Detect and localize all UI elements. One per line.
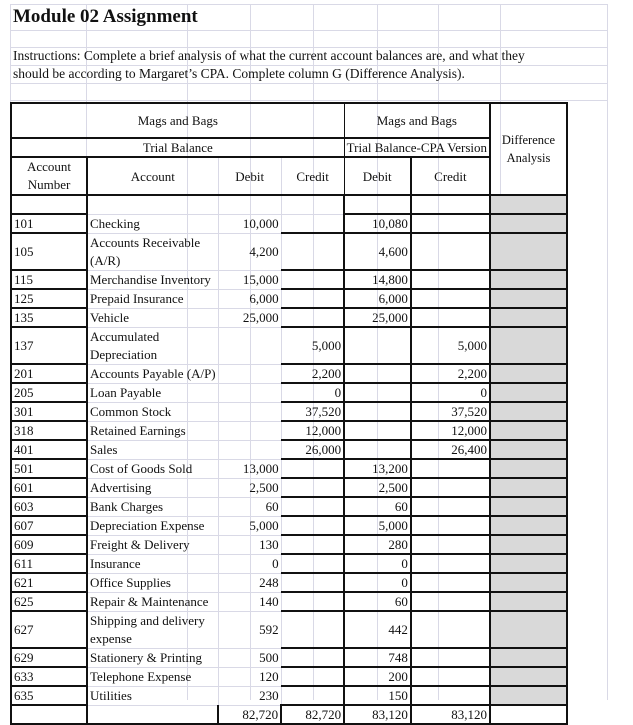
difference-cell[interactable]: [490, 289, 567, 308]
table-row: [11, 327, 567, 364]
debit-cell[interactable]: 140: [218, 592, 281, 611]
instructions-line-1: Instructions: Complete a brief analysis of what the current account balances are, and what they: [13, 48, 525, 63]
difference-cell[interactable]: [490, 214, 567, 233]
table-row: [11, 233, 567, 270]
account-number[interactable]: 621: [11, 573, 87, 592]
table-row: [11, 308, 567, 327]
account-number[interactable]: 501: [11, 459, 87, 478]
debit-cell[interactable]: 13,000: [218, 459, 281, 478]
credit-cell[interactable]: [281, 648, 344, 667]
debit-cell[interactable]: [218, 402, 281, 421]
credit-cell[interactable]: [281, 667, 344, 686]
account-name[interactable]: Insurance: [87, 554, 218, 573]
debit-cell[interactable]: 592: [218, 611, 281, 648]
account-number[interactable]: 101: [11, 214, 87, 233]
credit-cell[interactable]: 26,000: [281, 440, 344, 459]
table-row: [11, 289, 567, 308]
cpa-debit-cell[interactable]: 14,800: [344, 270, 411, 289]
debit-cell[interactable]: [218, 364, 281, 383]
difference-cell[interactable]: [490, 554, 567, 573]
cpa-credit-cell[interactable]: [411, 289, 490, 308]
account-name[interactable]: Depreciation Expense: [87, 516, 218, 535]
cpa-credit-cell[interactable]: 2,200: [411, 364, 490, 383]
cpa-debit-cell[interactable]: 4,600: [344, 233, 411, 270]
credit-cell[interactable]: [281, 214, 344, 233]
cpa-credit-cell[interactable]: [411, 592, 490, 611]
table-row: [11, 459, 567, 478]
account-number[interactable]: 635: [11, 686, 87, 705]
credit-cell[interactable]: [281, 478, 344, 497]
debit-cell[interactable]: 15,000: [218, 270, 281, 289]
credit-cell[interactable]: [281, 611, 344, 648]
debit-cell[interactable]: 10,000: [218, 214, 281, 233]
total-difference[interactable]: [490, 705, 567, 724]
debit-cell[interactable]: [218, 327, 281, 364]
debit-cell[interactable]: 4,200: [218, 233, 281, 270]
debit-cell[interactable]: 25,000: [218, 308, 281, 327]
debit-cell[interactable]: 2,500: [218, 478, 281, 497]
cpa-credit-cell[interactable]: [411, 573, 490, 592]
account-number[interactable]: 301: [11, 402, 87, 421]
cpa-debit-cell[interactable]: 60: [344, 592, 411, 611]
account-name[interactable]: Telephone Expense: [87, 667, 218, 686]
cpa-credit-cell[interactable]: [411, 516, 490, 535]
trial-balance-subtitle: Trial Balance: [11, 138, 344, 157]
account-number[interactable]: 611: [11, 554, 87, 573]
credit-cell[interactable]: [281, 535, 344, 554]
table-row: [11, 421, 567, 440]
debit-cell[interactable]: 230: [218, 686, 281, 705]
account-number[interactable]: 125: [11, 289, 87, 308]
cpa-debit-cell[interactable]: [344, 421, 411, 440]
col-header-account: Account: [87, 157, 218, 195]
table-row: [11, 554, 567, 573]
total-cpa-credit: 83,120: [411, 705, 490, 724]
credit-cell[interactable]: 2,200: [281, 364, 344, 383]
table-row: [11, 364, 567, 383]
difference-cell[interactable]: [490, 497, 567, 516]
difference-cell[interactable]: [490, 308, 567, 327]
cpa-credit-cell[interactable]: [411, 233, 490, 270]
cpa-credit-cell[interactable]: [411, 611, 490, 648]
account-number[interactable]: 607: [11, 516, 87, 535]
account-name[interactable]: Accumulated Depreciation: [87, 327, 218, 364]
account-number[interactable]: 629: [11, 648, 87, 667]
difference-cell[interactable]: [490, 233, 567, 270]
difference-cell[interactable]: [490, 364, 567, 383]
cpa-debit-cell[interactable]: [344, 327, 411, 364]
account-number[interactable]: 627: [11, 611, 87, 648]
cpa-credit-cell[interactable]: [411, 648, 490, 667]
table-row: [11, 402, 567, 421]
table-row: [11, 214, 567, 233]
difference-cell[interactable]: [490, 440, 567, 459]
difference-analysis-header: Difference Analysis: [490, 103, 567, 195]
account-name[interactable]: Accounts Payable (A/P): [87, 364, 218, 383]
table-row: [11, 648, 567, 667]
table-row: [11, 478, 567, 497]
credit-cell[interactable]: 12,000: [281, 421, 344, 440]
debit-cell[interactable]: 6,000: [218, 289, 281, 308]
cpa-credit-cell[interactable]: [411, 497, 490, 516]
difference-cell[interactable]: [490, 421, 567, 440]
debit-cell[interactable]: 248: [218, 573, 281, 592]
account-name[interactable]: Retained Earnings: [87, 421, 218, 440]
account-name[interactable]: Loan Payable: [87, 383, 218, 402]
account-name[interactable]: Freight & Delivery: [87, 535, 218, 554]
debit-cell[interactable]: 500: [218, 648, 281, 667]
difference-cell[interactable]: [490, 327, 567, 364]
table-row: [11, 686, 567, 705]
cpa-debit-cell[interactable]: 10,080: [344, 214, 411, 233]
cpa-debit-cell[interactable]: 200: [344, 667, 411, 686]
trial-balance-cpa-subtitle: Trial Balance-CPA Version: [344, 138, 490, 157]
account-number[interactable]: 201: [11, 364, 87, 383]
spacer-cell: [411, 195, 490, 214]
total-credit: 82,720: [281, 705, 344, 724]
spacer-cell: [344, 195, 411, 214]
cpa-credit-cell[interactable]: 12,000: [411, 421, 490, 440]
company-name-original: Mags and Bags: [11, 103, 344, 138]
difference-cell[interactable]: [490, 648, 567, 667]
debit-cell[interactable]: 130: [218, 535, 281, 554]
cpa-debit-cell[interactable]: 6,000: [344, 289, 411, 308]
debit-cell[interactable]: 120: [218, 667, 281, 686]
totals-label-cell: [11, 705, 87, 724]
difference-cell[interactable]: [490, 573, 567, 592]
difference-cell[interactable]: [490, 195, 567, 214]
table-row: [11, 516, 567, 535]
spacer-cell: [281, 195, 344, 214]
table-row: [11, 497, 567, 516]
cpa-debit-cell[interactable]: [344, 383, 411, 402]
cpa-credit-cell[interactable]: [411, 308, 490, 327]
credit-cell[interactable]: 37,520: [281, 402, 344, 421]
cpa-debit-cell[interactable]: 25,000: [344, 308, 411, 327]
table-row: [11, 440, 567, 459]
cpa-debit-cell[interactable]: 0: [344, 554, 411, 573]
account-name[interactable]: Checking: [87, 214, 218, 233]
account-number[interactable]: 625: [11, 592, 87, 611]
account-name[interactable]: Utilities: [87, 686, 218, 705]
table-row: [11, 667, 567, 686]
debit-cell[interactable]: [218, 440, 281, 459]
credit-cell[interactable]: [281, 289, 344, 308]
col-header-debit: Debit: [218, 157, 281, 195]
cpa-debit-cell[interactable]: 150: [344, 686, 411, 705]
cpa-debit-cell[interactable]: 13,200: [344, 459, 411, 478]
credit-cell[interactable]: [281, 516, 344, 535]
cpa-credit-cell[interactable]: [411, 554, 490, 573]
totals-row: [11, 705, 567, 724]
account-number[interactable]: 135: [11, 308, 87, 327]
account-number[interactable]: 318: [11, 421, 87, 440]
difference-cell[interactable]: [490, 516, 567, 535]
account-name[interactable]: Accounts Receivable (A/R): [87, 233, 218, 270]
credit-cell[interactable]: [281, 686, 344, 705]
debit-cell[interactable]: 60: [218, 497, 281, 516]
account-name[interactable]: Repair & Maintenance: [87, 592, 218, 611]
account-name[interactable]: Prepaid Insurance: [87, 289, 218, 308]
account-name[interactable]: Common Stock: [87, 402, 218, 421]
difference-cell[interactable]: [490, 592, 567, 611]
col-header-cpa-credit: Credit: [411, 157, 490, 195]
cpa-credit-cell[interactable]: 26,400: [411, 440, 490, 459]
account-number[interactable]: 137: [11, 327, 87, 364]
total-cpa-debit: 83,120: [344, 705, 411, 724]
cpa-debit-cell[interactable]: [344, 402, 411, 421]
col-header-credit: Credit: [281, 157, 344, 195]
page-title: Module 02 Assignment: [13, 6, 198, 27]
difference-cell[interactable]: [490, 383, 567, 402]
cpa-credit-cell[interactable]: [411, 270, 490, 289]
cpa-credit-cell[interactable]: [411, 478, 490, 497]
account-number[interactable]: 603: [11, 497, 87, 516]
cpa-credit-cell[interactable]: [411, 535, 490, 554]
spacer-cell: [11, 195, 87, 214]
credit-cell[interactable]: 5,000: [281, 327, 344, 364]
debit-cell[interactable]: 0: [218, 554, 281, 573]
account-name[interactable]: Sales: [87, 440, 218, 459]
cpa-debit-cell[interactable]: 60: [344, 497, 411, 516]
col-header-account-number: Account Number: [11, 157, 87, 195]
account-name[interactable]: Merchandise Inventory: [87, 270, 218, 289]
credit-cell[interactable]: [281, 497, 344, 516]
account-number[interactable]: 105: [11, 233, 87, 270]
cpa-credit-cell[interactable]: 37,520: [411, 402, 490, 421]
trial-balance-table: [10, 102, 568, 725]
table-row: [11, 270, 567, 289]
account-name[interactable]: Stationery & Printing: [87, 648, 218, 667]
debit-cell[interactable]: [218, 383, 281, 402]
cpa-debit-cell[interactable]: 5,000: [344, 516, 411, 535]
credit-cell[interactable]: [281, 592, 344, 611]
table-row: [11, 535, 567, 554]
difference-cell[interactable]: [490, 667, 567, 686]
account-name[interactable]: Vehicle: [87, 308, 218, 327]
cpa-debit-cell[interactable]: 0: [344, 573, 411, 592]
cpa-credit-cell[interactable]: 5,000: [411, 327, 490, 364]
spacer-cell: [87, 195, 218, 214]
cpa-credit-cell[interactable]: [411, 686, 490, 705]
credit-cell[interactable]: 0: [281, 383, 344, 402]
table-row: [11, 573, 567, 592]
debit-cell[interactable]: 5,000: [218, 516, 281, 535]
cpa-debit-cell[interactable]: [344, 364, 411, 383]
cpa-credit-cell[interactable]: [411, 459, 490, 478]
difference-cell[interactable]: [490, 459, 567, 478]
account-number[interactable]: 205: [11, 383, 87, 402]
cpa-credit-cell[interactable]: [411, 214, 490, 233]
account-number[interactable]: 609: [11, 535, 87, 554]
credit-cell[interactable]: [281, 554, 344, 573]
account-name[interactable]: Bank Charges: [87, 497, 218, 516]
credit-cell[interactable]: [281, 459, 344, 478]
col-header-cpa-debit: Debit: [344, 157, 411, 195]
table-row: [11, 383, 567, 402]
table-row: [11, 592, 567, 611]
cpa-debit-cell[interactable]: 748: [344, 648, 411, 667]
credit-cell[interactable]: [281, 233, 344, 270]
difference-cell[interactable]: [490, 402, 567, 421]
spacer-cell: [218, 195, 281, 214]
account-number[interactable]: 601: [11, 478, 87, 497]
difference-cell[interactable]: [490, 686, 567, 705]
account-number[interactable]: 401: [11, 440, 87, 459]
total-debit: 82,720: [218, 705, 281, 724]
cpa-debit-cell[interactable]: 2,500: [344, 478, 411, 497]
credit-cell[interactable]: [281, 308, 344, 327]
totals-account-cell: [87, 705, 218, 724]
account-name[interactable]: Shipping and delivery expense: [87, 611, 218, 648]
difference-cell[interactable]: [490, 535, 567, 554]
cpa-debit-cell[interactable]: 280: [344, 535, 411, 554]
table-row: [11, 611, 567, 648]
cpa-credit-cell[interactable]: [411, 667, 490, 686]
difference-cell[interactable]: [490, 611, 567, 648]
account-name[interactable]: Cost of Goods Sold: [87, 459, 218, 478]
account-number[interactable]: 633: [11, 667, 87, 686]
difference-cell[interactable]: [490, 478, 567, 497]
cpa-debit-cell[interactable]: 442: [344, 611, 411, 648]
credit-cell[interactable]: [281, 270, 344, 289]
account-number[interactable]: 115: [11, 270, 87, 289]
instructions-line-2: should be according to Margaret’s CPA. Complete column G (Difference Analysis).: [13, 66, 465, 81]
debit-cell[interactable]: [218, 421, 281, 440]
account-name[interactable]: Advertising: [87, 478, 218, 497]
account-name[interactable]: Office Supplies: [87, 573, 218, 592]
cpa-credit-cell[interactable]: 0: [411, 383, 490, 402]
difference-cell[interactable]: [490, 270, 567, 289]
cpa-debit-cell[interactable]: [344, 440, 411, 459]
company-name-cpa: Mags and Bags: [344, 103, 490, 138]
credit-cell[interactable]: [281, 573, 344, 592]
